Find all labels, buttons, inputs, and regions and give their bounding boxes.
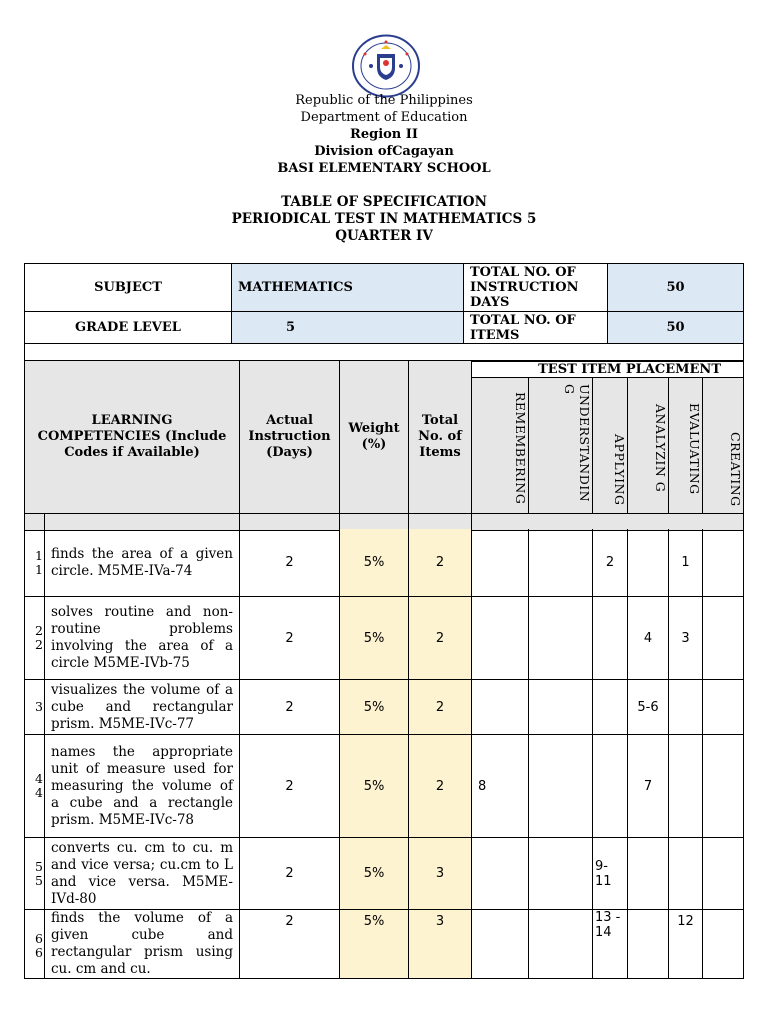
days-label: TOTAL NO. OF INSTRUCTION DAYS [464, 264, 608, 312]
row-6-weight: 5% [340, 910, 409, 979]
row-2-weight: 5% [340, 597, 409, 680]
row-2-num: 2 2 [25, 597, 45, 680]
row-3-items: 2 [409, 680, 472, 735]
department-line: Department of Education [300, 110, 468, 125]
row-4-weight: 5% [340, 735, 409, 838]
row-5-understanding [529, 838, 593, 910]
school-line: BASI ELEMENTARY SCHOOL [277, 161, 491, 176]
row-6-creating [703, 910, 744, 979]
row-4-items: 2 [409, 735, 472, 838]
row-1-remembering [472, 529, 529, 597]
applying-header: APPLYING [593, 378, 628, 514]
subject-value: MATHEMATICS [232, 264, 464, 312]
row-1-weight: 5% [340, 529, 409, 597]
total-items-header: Total No. of Items [409, 361, 472, 514]
row-1-competency: finds the area of a given circle. M5ME-IVa-74 [45, 529, 240, 597]
row-3-weight: 5% [340, 680, 409, 735]
document-title [0, 194, 768, 245]
row-3-num: 3 [25, 680, 45, 735]
row-2-competency: solves routine and non-routine problems involving the area of a circle M5ME-IVb-75 [45, 597, 240, 680]
row-4-evaluating [669, 735, 703, 838]
row-1-analyzing [628, 529, 669, 597]
spec-table-body [24, 529, 744, 979]
row-3-analyzing: 5-6 [628, 680, 669, 735]
row-6-days: 2 [240, 910, 340, 979]
actual-days-header: Actual Instruction (Days) [240, 361, 340, 514]
row-3-applying [593, 680, 628, 735]
understanding-header: UNDERSTANDIN G [529, 378, 593, 514]
row-2-creating [703, 597, 744, 680]
row-6-num: 6 6 [25, 910, 45, 979]
row-6-applying: 13 - 14 [593, 910, 628, 979]
row-6-items: 3 [409, 910, 472, 979]
grade-value: 5 [232, 312, 464, 344]
row-3-remembering [472, 680, 529, 735]
row-4-creating [703, 735, 744, 838]
row-4-num: 4 4 [25, 735, 45, 838]
row-3-evaluating [669, 680, 703, 735]
document-header [0, 92, 768, 177]
row-1-understanding [529, 529, 593, 597]
info-table [24, 263, 744, 361]
title-line-3: QUARTER IV [335, 228, 433, 244]
row-5-analyzing [628, 838, 669, 910]
remembering-header: REMEMBERING [472, 378, 529, 514]
row-3-understanding [529, 680, 593, 735]
grade-label: GRADE LEVEL [25, 312, 232, 344]
row-5-evaluating [669, 838, 703, 910]
republic-line: Republic of the Philippines [295, 93, 473, 108]
row-3-days: 2 [240, 680, 340, 735]
days-value: 50 [608, 264, 744, 312]
title-line-2: PERIODICAL TEST IN MATHEMATICS 5 [231, 211, 537, 227]
deped-seal-logo [351, 34, 421, 98]
row-5-weight: 5% [340, 838, 409, 910]
row-1-days: 2 [240, 529, 340, 597]
row-5-applying: 9- 11 [593, 838, 628, 910]
row-1-creating [703, 529, 744, 597]
row-2-understanding [529, 597, 593, 680]
row-5-creating [703, 838, 744, 910]
competencies-header: LEARNING COMPETENCIES (Include Codes if Available) [25, 361, 240, 514]
row-1-items: 2 [409, 529, 472, 597]
weight-header: Weight (%) [340, 361, 409, 514]
row-4-days: 2 [240, 735, 340, 838]
row-2-evaluating: 3 [669, 597, 703, 680]
row-6-understanding [529, 910, 593, 979]
row-5-competency: converts cu. cm to cu. m and vice versa; cu.cm to L and vice versa. M5ME-IVd-80 [45, 838, 240, 910]
row-6-competency: finds the volume of a given cube and rectangular prism using cu. cm and cu. [45, 910, 240, 979]
creating-header: CREATING [703, 378, 744, 514]
row-2-remembering [472, 597, 529, 680]
test-item-placement-header: TEST ITEM PLACEMENT [472, 361, 744, 378]
row-3-creating [703, 680, 744, 735]
row-1-evaluating: 1 [669, 529, 703, 597]
row-5-items: 3 [409, 838, 472, 910]
row-2-days: 2 [240, 597, 340, 680]
title-line-1: TABLE OF SPECIFICATION [281, 194, 487, 210]
row-6-remembering [472, 910, 529, 979]
row-3-competency: visualizes the volume of a cube and rectangular prism. M5ME-IVc-77 [45, 680, 240, 735]
row-4-remembering: 8 [472, 735, 529, 838]
row-2-analyzing: 4 [628, 597, 669, 680]
items-label: TOTAL NO. OF ITEMS [464, 312, 608, 344]
region-line: Region II [350, 127, 418, 142]
row-1-applying: 2 [593, 529, 628, 597]
evaluating-header: EVALUATING [669, 378, 703, 514]
row-4-applying [593, 735, 628, 838]
spec-table-header [24, 360, 744, 530]
row-4-understanding [529, 735, 593, 838]
division-line: Division ofCagayan [314, 144, 454, 159]
analyzing-header: ANALYZIN G [628, 378, 669, 514]
row-5-num: 5 5 [25, 838, 45, 910]
row-4-analyzing: 7 [628, 735, 669, 838]
row-6-evaluating: 12 [669, 910, 703, 979]
row-6-analyzing [628, 910, 669, 979]
row-5-days: 2 [240, 838, 340, 910]
row-1-num: 1 1 [25, 529, 45, 597]
items-value: 50 [608, 312, 744, 344]
row-5-remembering [472, 838, 529, 910]
row-2-items: 2 [409, 597, 472, 680]
row-4-competency: names the appropriate unit of measure used for measuring the volume of a cube and a rectangle prism. M5ME-IVc-78 [45, 735, 240, 838]
row-2-applying [593, 597, 628, 680]
subject-label: SUBJECT [25, 264, 232, 312]
